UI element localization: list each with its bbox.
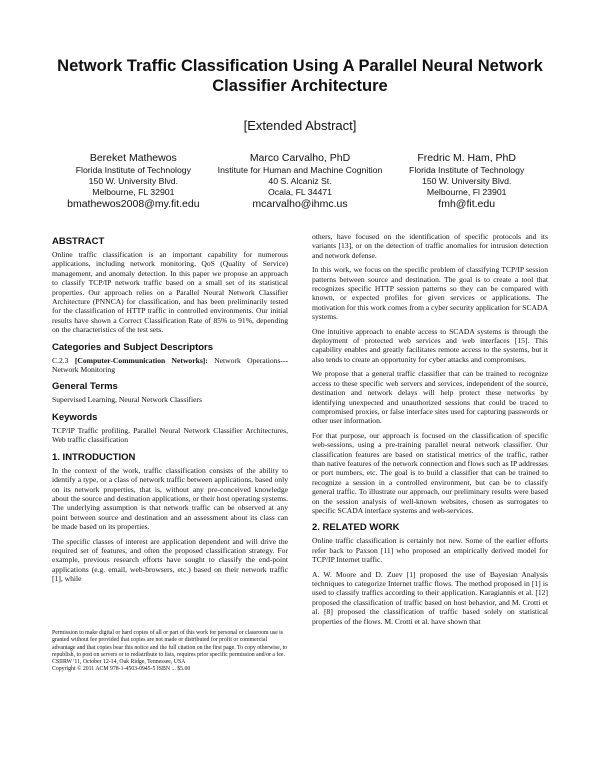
author-street: 150 W. University Blvd. [422,176,512,186]
author-name: Bereket Mathewos [89,152,177,164]
body-paragraph: Online traffic classification is certainly not new. Some of the earlier efforts refer back to Paxson [11] who proposed an empirically derived model for TCP/IP Internet traffic. [312,536,548,565]
author-block [50,152,550,211]
author-affiliation: Florida Institute of Technology [409,165,525,175]
related-work-heading: 2. RELATED WORK [312,522,400,534]
author-affiliation: Institute for Human and Machine Cognition [217,165,383,175]
categories-rest: Network Operations---Network Monitoring [52,355,288,375]
author-street: 150 W. University Blvd. [88,176,178,186]
keywords-heading: Keywords [52,411,98,423]
author-city: Ocala, FL 34471 [268,187,332,197]
author-city: Melbourne, FL 32901 [92,187,175,197]
paper-title: Network Traffic Classification Using A Parallel Neural Network Classifier Architecture [57,57,543,95]
body-paragraph: For that purpose, our approach is focused on the classification of specific web-sessions, using a pre-training parallel neural network classifier. Our classification features are based on statistical metrics of the traffic, rather than native features of the network connection and flows such as IP addresses or port numbers, etc. The goal is to build a classifier that can be trained to recognize a session in a controlled environment, but can be to classify general traffic. To illustrate our approach, our preliminary results were based on the session analysis of well-known websites, chosen as surrogates to specific SCADA interface systems and web-services. [312,430,548,515]
author-affiliation: Florida Institute of Technology [75,165,191,175]
categories-text [52,356,288,375]
paper-subtitle: [Extended Abstract] [243,118,357,133]
copyright-line: Copyright © 2011 ACM 978-1-4503-0945-5 ISBN ... $5.00 [52,666,191,673]
right-column [312,232,548,631]
body-paragraph: We propose that a general traffic classifier that can be trained to recognize access to these specific web servers and services, independent of the source, destination and network delays will help protect these networks by identifying unexpected and unauthorized sessions that could be traced to compromised proxies, or false interface sites used for capturing passwords or other user information. [312,369,548,426]
author-email: bmathewos2008@my.fit.edu [67,198,200,210]
author-name: Fredric M. Ham, PhD [417,152,516,164]
categories-heading: Categories and Subject Descriptors [52,341,214,353]
body-paragraph: One intuitive approach to enable access to SCADA systems is through the deployment of protected web services and web interfaces [15]. This capability enables and greatly facilitates remote access to the systems, but it also tends to create an opportunity for cyber attacks and compromises. [312,326,548,364]
author-1 [50,152,217,211]
introduction-heading: 1. INTRODUCTION [52,451,136,463]
body-paragraph: A. W. Moore and D. Zuev [1] proposed the use of Bayesian Analysis techniques to categorize Internet traffic flows. The method proposed in [1] is used to classify traffics according to their application. Karagiannis et al. [12] proposed the classification of traffic based on host behavior, and M. Crotti et al. [8] proposed the classification of traffic based solely on statistical properties of the flows. M. Crotti et al. have shown that [312,569,548,626]
permission-text: Permission to make digital or hard copies of all or part of this work for personal or classroom use is granted without fee provided that copies are not made or distributed for profit or commercial advantage and that copies bear this notice and the full citation on the first page. To copy otherwise, to republish, to post on servers or to redistribute to lists, requires prior specific permission and/or a fee. [52,630,288,658]
author-email: fmh@fit.edu [438,198,496,210]
abstract-heading: ABSTRACT [52,236,105,247]
left-column [52,236,288,589]
author-3 [383,152,550,211]
keywords-text: TCP/IP Traffic profiling, Parallel Neural Network Classifier Architectures, Web traffic classification [52,425,288,445]
body-paragraph: In this work, we focus on the specific problem of classifying TCP/IP session patterns between source and destination. The goal is to create a tool that recognizes specific HTTP session patterns so they can be compared with known, or expected profiles for given services or applications. The motivation for this work comes from a cyber security application for SCADA systems. [312,265,548,322]
conference-line: CSIIRW '11, October 12-14, Oak Ridge, Tennessee, USA [52,659,186,666]
introduction-paragraph-1: In the context of the work, traffic classification consists of the ability to identify a type, or a class of network traffic between applications, based only on its network properties, that is, without any pre-conceived knowledge about the source and destination applications, or their host operating systems. The underlying assumption is that network traffic can be observed at any point between source and destination and an assessment about its class can be made based on its properties. [52,465,288,532]
author-city: Melbourne, Fl 23901 [426,187,507,197]
introduction-paragraph-2: The specific classes of interest are application dependent and will drive the required set of features, and often the proposed classification strategy. For example, previous research efforts have sought to classify the end-point applications (e.g. email, web-browsers, etc.) based on their network traffic [1], while [52,536,288,584]
author-2 [217,152,384,211]
categories-code: C.2.3 [52,355,69,365]
author-email: mcarvalho@ihmc.us [252,198,348,210]
author-street: 40 S. Alcaniz St. [268,176,332,186]
abstract-text: Online traffic classification is an important capability for numerous applications, including network monitoring, QoS (Quality of Service) management, and anomaly detection. In this paper we propose an approach to classify TCP/IP network traffic based on a small set of its statistical properties. Our approach relies on a Parallel Neural Network Classifier Architecture (PNNCA) for classification, and has been preliminarily tested for the classification of HTTP traffic in controlled environments. Our initial results have shown a Correct Classification Rate of 85% to 91%, depending on the characteristics of the test sets. [52,250,288,335]
terms-text: Supervised Learning, Neural Network Classifiers [52,395,202,405]
terms-heading: General Terms [52,381,118,393]
permission-block [52,630,288,674]
body-paragraph: others, have focused on the identification of specific protocols and its variants [13], or on the detection of traffic anomalies for intrusion detection and network defense. [312,232,548,260]
author-name: Marco Carvalho, PhD [249,152,351,164]
categories-bold: [Computer-Communication Networks]: [74,355,208,365]
